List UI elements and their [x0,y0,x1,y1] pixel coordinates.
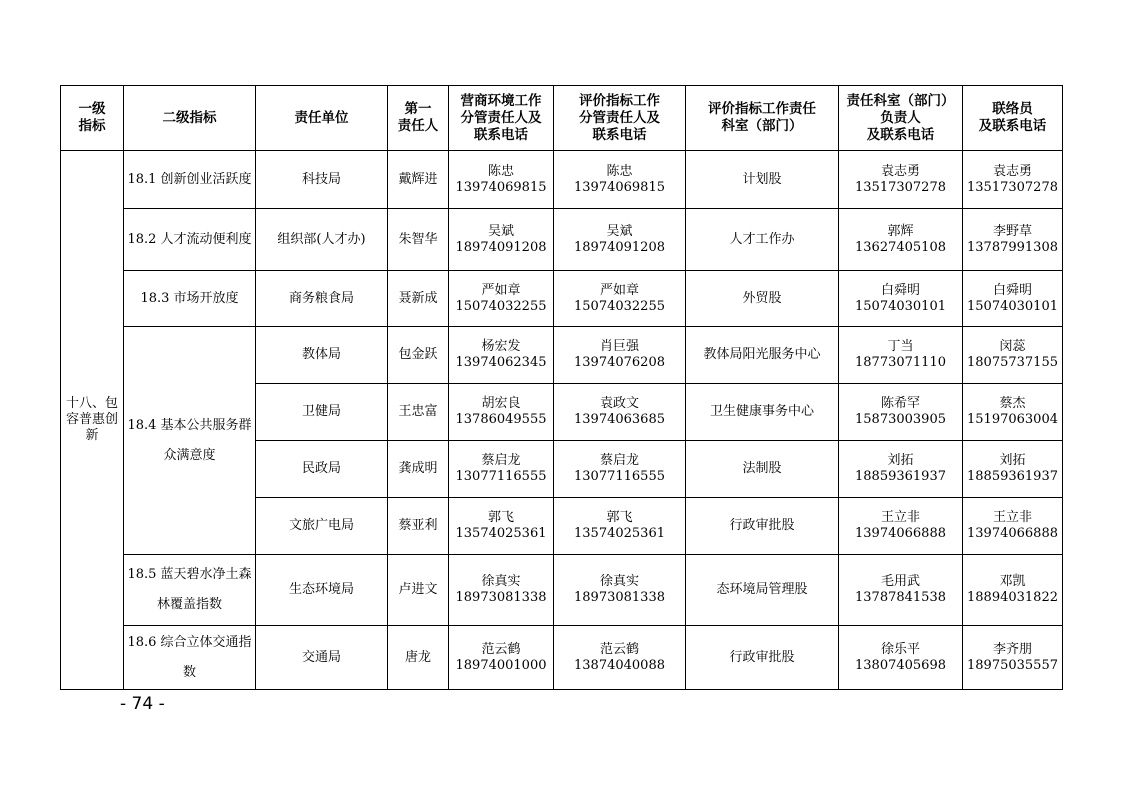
header-level2 [124,86,256,151]
first-person: 王忠富 [388,384,449,441]
header-text: 二级指标 [162,109,217,126]
contact-phone: 13974076208 [574,355,665,370]
business-env-contact [449,209,554,271]
header-text: 分管责任人及 [460,109,542,126]
dept-head-contact [839,271,963,327]
business-env-contact [449,498,554,555]
contact-name: 徐真实 [481,574,521,589]
contact-phone: 18973081338 [455,590,547,605]
responsible-unit: 生态环境局 [256,555,388,626]
header-text: 第一 [404,101,432,117]
business-env-contact [449,151,554,209]
contact-name: 丁当 [887,339,914,354]
contact-phone: 18773071110 [855,355,946,370]
contact-name: 严如章 [481,282,521,298]
contact-phone: 15074030101 [967,298,1058,314]
contact-name: 严如章 [599,282,639,298]
contact-name: 袁志勇 [992,163,1032,179]
responsibility-table [60,85,1063,690]
header-dept-head [839,86,963,151]
contact-name: 吴斌 [487,223,514,239]
level2-indicator: 18.3 市场开放度 [124,271,256,327]
header-level1 [61,86,124,151]
header-text: 责任科室（部门） [846,92,955,109]
dept-head-contact [839,555,963,626]
contact-phone: 18894031822 [967,590,1058,605]
first-person: 蔡亚利 [388,498,449,555]
table-row [61,626,1063,690]
contact-phone: 13974066888 [967,526,1058,541]
first-person: 卢进文 [388,555,449,626]
indicator-contact [554,441,686,498]
header-indicator-lead [554,86,686,151]
contact-phone: 13974069815 [455,179,547,195]
contact-name: 杨宏发 [481,339,521,354]
responsible-dept: 态环境局管理股 [686,555,839,626]
responsible-unit: 民政局 [256,441,388,498]
responsible-dept: 行政审批股 [686,626,839,690]
header-text: 联系电话 [474,126,528,143]
contact-name: 李齐朋 [992,641,1032,657]
header-text: 责任人 [397,118,439,134]
header-liaison [963,86,1063,151]
contact-name: 王立非 [992,510,1032,525]
business-env-contact [449,384,554,441]
header-text: 科室（部门） [721,118,803,134]
header-business-env-lead [449,86,554,151]
contact-name: 范云鹤 [481,641,521,657]
contact-name: 王立非 [880,510,920,525]
contact-phone: 18859361937 [967,469,1058,484]
business-env-contact [449,327,554,384]
contact-name: 肖巨强 [599,339,639,354]
responsible-unit: 科技局 [256,151,388,209]
contact-phone: 13874040088 [574,657,665,673]
header-text: 责任单位 [294,109,349,126]
dept-head-contact [839,209,963,271]
contact-name: 陈忠 [606,163,633,179]
contact-phone: 18859361937 [855,469,946,484]
responsible-unit: 文旅广电局 [256,498,388,555]
contact-phone: 18974091208 [455,239,547,255]
header-text: 营商环境工作 [460,92,542,109]
table-row [61,271,1063,327]
contact-phone: 18973081338 [574,590,665,605]
header-text: 评价指标工作 [579,92,660,109]
level2-indicator: 18.5 蓝天碧水净土森林覆盖指数 [124,555,256,626]
first-person: 包金跃 [388,327,449,384]
contact-name: 徐真实 [599,574,639,589]
liaison-contact [963,626,1063,690]
contact-name: 白舜明 [992,282,1032,298]
contact-phone: 13786049555 [455,412,547,427]
first-person: 唐龙 [388,626,449,690]
business-env-contact [449,271,554,327]
header-text: 及联系电话 [978,118,1047,134]
contact-phone: 13627405108 [855,239,946,255]
contact-name: 白舜明 [880,282,920,298]
contact-phone: 13787841538 [855,590,946,605]
contact-name: 李野草 [992,223,1032,239]
responsible-dept: 教体局阳光服务中心 [686,327,839,384]
responsible-dept: 计划股 [686,151,839,209]
responsible-dept: 卫生健康事务中心 [686,384,839,441]
header-text: 及联系电话 [866,126,935,143]
responsible-unit: 商务粮食局 [256,271,388,327]
contact-name: 袁志勇 [880,163,920,179]
header-text: 负责人 [880,109,921,126]
contact-phone: 13574025361 [455,526,547,541]
contact-phone: 15074032255 [455,298,547,314]
page-number: - 74 - [120,694,165,714]
dept-head-contact [839,151,963,209]
contact-phone: 13517307278 [855,179,946,195]
level2-indicator: 18.6 综合立体交通指数 [124,626,256,690]
indicator-contact [554,209,686,271]
contact-name: 邓凯 [999,574,1026,589]
indicator-contact [554,498,686,555]
dept-head-contact [839,327,963,384]
business-env-contact [449,555,554,626]
liaison-contact [963,271,1063,327]
contact-name: 蔡启龙 [481,453,521,468]
contact-phone: 13787991308 [967,239,1058,255]
contact-name: 陈忠 [487,163,514,179]
indicator-contact [554,151,686,209]
indicator-contact [554,384,686,441]
level1-indicator: 十八、包容普惠创新 [61,151,124,690]
contact-phone: 13974066888 [855,526,946,541]
first-person: 龚成明 [388,441,449,498]
first-person: 朱智华 [388,209,449,271]
contact-name: 徐乐平 [880,641,920,657]
header-text: 分管责任人及 [579,109,660,126]
indicator-contact [554,626,686,690]
contact-name: 吴斌 [606,223,633,239]
table-row [61,209,1063,271]
contact-name: 陈希罕 [880,396,920,411]
header-first-person [388,86,449,151]
dept-head-contact [839,498,963,555]
business-env-contact [449,441,554,498]
indicator-contact [554,271,686,327]
contact-phone: 13517307278 [967,179,1058,195]
contact-name: 刘拓 [999,453,1026,468]
responsible-dept: 法制股 [686,441,839,498]
responsible-dept: 人才工作办 [686,209,839,271]
contact-phone: 15074030101 [855,298,946,314]
liaison-contact [963,384,1063,441]
contact-phone: 13974069815 [574,179,665,195]
liaison-contact [963,498,1063,555]
contact-phone: 13077116555 [574,469,665,484]
contact-phone: 15873003905 [855,412,946,427]
responsible-unit: 教体局 [256,327,388,384]
contact-name: 袁政文 [599,396,639,411]
contact-phone: 18975035557 [967,657,1058,673]
contact-name: 闵蕊 [999,339,1026,354]
responsible-dept: 行政审批股 [686,498,839,555]
contact-name: 范云鹤 [599,641,639,657]
contact-name: 蔡杰 [999,396,1026,411]
header-text: 联络员 [992,101,1033,117]
level2-indicator: 18.2 人才流动便利度 [124,209,256,271]
header-text: 一级 [78,101,106,117]
header-unit [256,86,388,151]
level2-indicator: 18.1 创新创业活跃度 [124,151,256,209]
first-person: 戴辉进 [388,151,449,209]
table-row [61,327,1063,384]
contact-phone: 13077116555 [455,469,547,484]
contact-phone: 15074032255 [574,298,665,314]
contact-phone: 18974001000 [455,657,547,673]
table-row [61,555,1063,626]
contact-name: 胡宏良 [481,396,521,411]
responsible-dept: 外贸股 [686,271,839,327]
dept-head-contact [839,384,963,441]
contact-name: 郭飞 [606,510,633,525]
header-responsible-dept [686,86,839,151]
responsible-unit: 交通局 [256,626,388,690]
liaison-contact [963,151,1063,209]
table-row [61,151,1063,209]
liaison-contact [963,327,1063,384]
indicator-contact [554,327,686,384]
contact-phone: 13574025361 [574,526,665,541]
contact-phone: 13974062345 [455,355,547,370]
header-text: 联系电话 [592,126,647,143]
contact-name: 毛用武 [880,574,920,589]
contact-phone: 18075737155 [967,355,1058,370]
header-row [61,86,1063,151]
first-person: 聂新成 [388,271,449,327]
indicator-contact [554,555,686,626]
contact-phone: 13807405698 [855,657,946,673]
contact-name: 郭辉 [887,223,914,239]
level2-indicator: 18.4 基本公共服务群众满意度 [124,327,256,555]
dept-head-contact [839,441,963,498]
contact-phone: 18974091208 [574,239,665,255]
contact-name: 蔡启龙 [599,453,639,468]
header-text: 指标 [78,118,106,134]
responsible-unit: 卫健局 [256,384,388,441]
liaison-contact [963,555,1063,626]
liaison-contact [963,209,1063,271]
contact-name: 刘拓 [887,453,914,468]
contact-name: 郭飞 [487,510,514,525]
liaison-contact [963,441,1063,498]
contact-phone: 15197063004 [967,412,1058,427]
responsible-unit: 组织部(人才办) [256,209,388,271]
contact-phone: 13974063685 [574,412,665,427]
business-env-contact [449,626,554,690]
dept-head-contact [839,626,963,690]
header-text: 评价指标工作责任 [708,101,816,117]
